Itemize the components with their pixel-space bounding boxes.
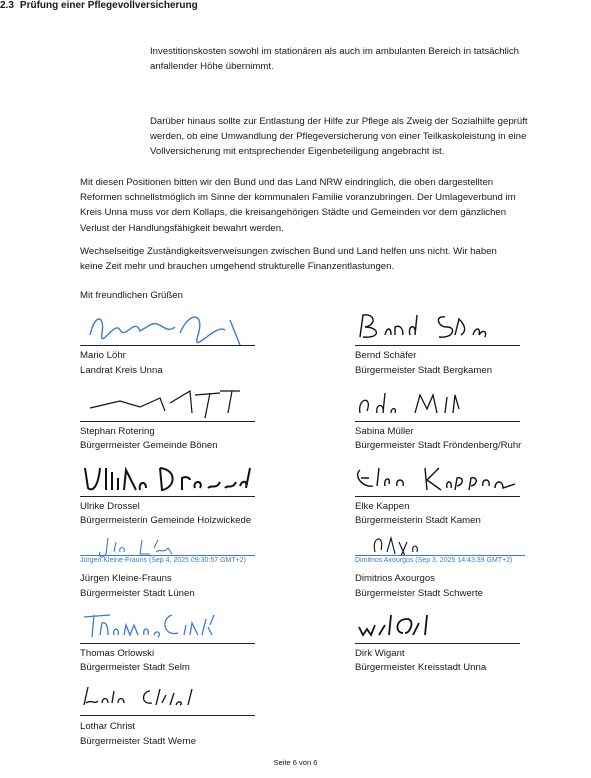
e-signature-stamp: Dimitrios Axourgos (Sep 3, 2025 14:43:39 GMT+2) [355, 557, 513, 564]
signature-image [355, 458, 520, 498]
greeting: Mit freundlichen Grüßen [80, 290, 183, 301]
signatory-name: Dirk Wigant [355, 648, 405, 659]
signatory-title: Bürgermeister Stadt Schwerte [355, 588, 483, 599]
signature-block-mario-loehr [80, 305, 255, 375]
signature-image [80, 677, 255, 717]
intro-continuation: Investitionskosten sowohl im stationären als auch im ambulanten Bereich in tatsächlich anfallender Höhe übernimmt. [150, 46, 520, 73]
signature-image [355, 305, 520, 345]
signature-block-stephan-rotering [80, 383, 255, 453]
signatory-title: Bürgermeister Stadt Werne [80, 736, 197, 747]
signatory-name: Elke Kappen [355, 501, 410, 512]
section-body: Darüber hinaus sollte zur Entlastung der Hilfe zur Pflege als Zweig der Sozialhilfe geprüft werden, ob eine Umwandlung der Pflegeversicherung von einer Teilkaskoleistung in eine Vollversicherung mit entsprechender Eigenbeteiligung angebracht ist. [150, 116, 528, 158]
signatory-name: Stephan Rotering [80, 426, 155, 437]
signature-block-thomas-orlowski [80, 605, 255, 675]
signature-image [80, 458, 255, 498]
signatory-title: Bürgermeister Stadt Fröndenberg/Ruhr [355, 440, 522, 451]
signatory-name: Dimitrios Axourgos [355, 573, 435, 584]
signatory-name: Mario Löhr [80, 350, 126, 361]
signature-image [80, 305, 255, 350]
signatory-name: Thomas Orlowski [80, 648, 155, 659]
signature-block-bernd-schaefer [355, 305, 520, 375]
paragraph-positions: Mit diesen Positionen bitten wir den Bund und das Land NRW eindringlich, die oben dargestellten Reformen schnellstmöglich im Sinne der kommunalen Familie voranzubringen. Der Umlageverbund im Kreis Unna muss vor dem Kollaps, die kreisangehörigen Städte und Gemeinden vor dem gänzlichen Verlust der Handlungsfähigkeit bewahrt werden. [80, 177, 516, 234]
signature-block-ulrike-drossel [80, 458, 255, 528]
signature-image [355, 383, 520, 423]
signatory-title: Landrat Kreis Unna [80, 365, 163, 376]
signature-block-juergen-kleine-frauns [80, 532, 255, 602]
section-number: 2.3 [0, 0, 14, 11]
signatory-name: Jürgen Kleine-Frauns [80, 573, 172, 584]
signatory-title: Bürgermeister Kreisstadt Unna [355, 662, 487, 673]
signatory-name: Sabina Müller [355, 426, 414, 437]
signatory-name: Lothar Christ [80, 721, 135, 732]
signatory-title: Bürgermeister Stadt Lünen [80, 588, 195, 599]
paragraph-conclusion: Wechselseitige Zuständigkeitsverweisungen zwischen Bund und Land helfen uns nicht. Wir haben keine Zeit mehr und brauchen umgehend strukturelle Finanzentlastungen. [80, 246, 497, 273]
signatory-name: Ulrike Drossel [80, 501, 140, 512]
signatory-title: Bürgermeisterin Gemeinde Holzwickede [80, 515, 252, 526]
signature-block-lothar-christ [80, 677, 255, 749]
signatory-title: Bürgermeister Stadt Bergkamen [355, 365, 493, 376]
signature-image [355, 605, 520, 645]
signature-block-dimitrios-axourgos [355, 532, 525, 602]
section-heading [0, 0, 591, 11]
page-footer: Seite 6 von 6 [273, 758, 318, 767]
e-signature-stamp: Jürgen Kleine-Frauns (Sep 4, 2025 09:30:57 GMT+2) [80, 557, 246, 564]
signatory-name: Bernd Schäfer [355, 350, 417, 361]
signature-block-dirk-wigant [355, 605, 520, 675]
section-title: Prüfung einer Pflegevollversicherung [19, 0, 198, 11]
signatory-title: Bürgermeister Gemeinde Bönen [80, 440, 218, 451]
signature-image [80, 383, 255, 423]
signatory-title: Bürgermeister Stadt Selm [80, 662, 190, 673]
signature-image [80, 605, 255, 645]
signature-block-sabina-mueller [355, 383, 520, 453]
signatory-title: Bürgermeisterin Stadt Kamen [355, 515, 481, 526]
signature-block-elke-kappen [355, 458, 520, 528]
